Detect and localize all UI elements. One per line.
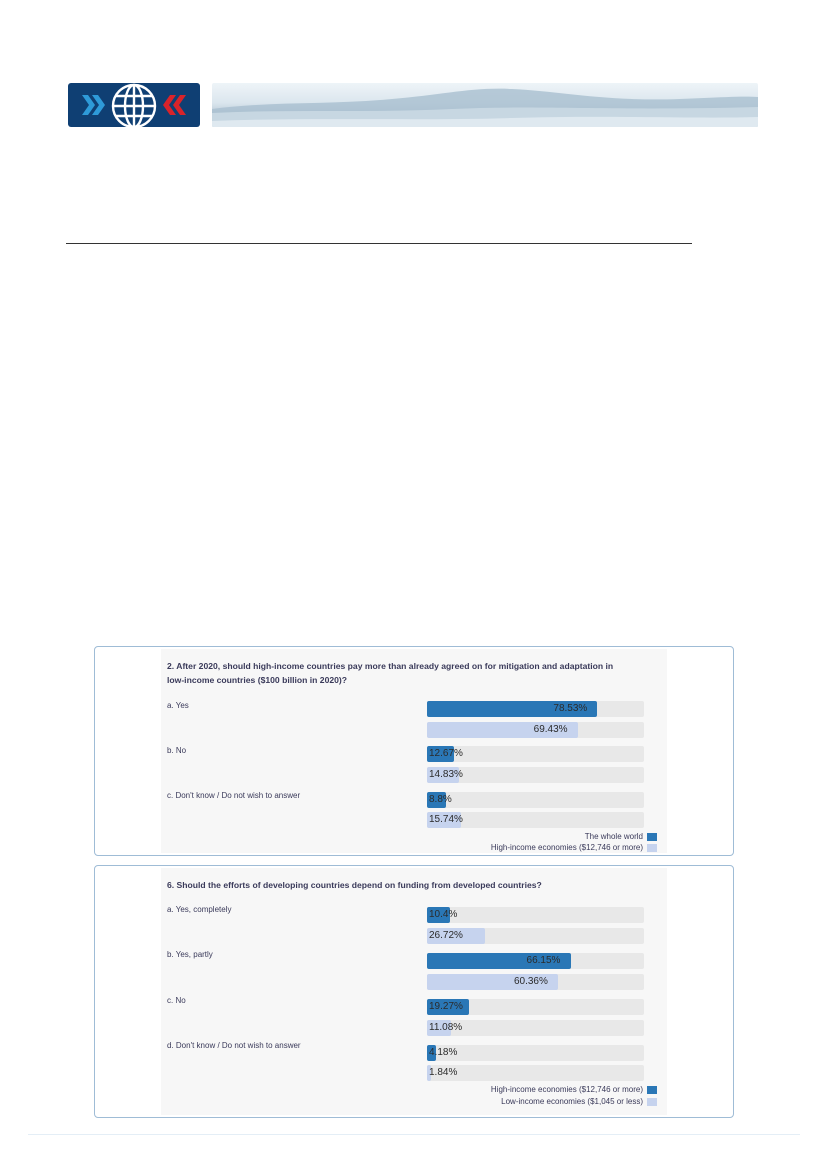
- category-label: a. Yes: [167, 701, 189, 710]
- bar-track: [427, 1045, 644, 1061]
- legend-label: Low-income economies ($1,045 or less): [501, 1097, 643, 1106]
- legend-item: [491, 843, 657, 852]
- legend-swatch: [647, 844, 657, 852]
- bar-track: [427, 1020, 644, 1036]
- bar-track: [427, 792, 644, 808]
- data-label: 60.36%: [513, 976, 548, 987]
- data-label: 14.83%: [429, 769, 463, 780]
- data-label: 4.18%: [429, 1047, 458, 1058]
- mountain-landscape-image: [212, 83, 758, 127]
- chart-area: [161, 868, 667, 1115]
- category-label: b. Yes, partly: [167, 950, 213, 959]
- data-label: 8.8%: [429, 794, 452, 805]
- data-label: 78.53%: [553, 703, 588, 714]
- bar-track: [427, 974, 644, 990]
- data-label: 66.15%: [526, 955, 561, 966]
- data-label: 1.84%: [429, 1067, 458, 1078]
- data-label: 26.72%: [429, 930, 463, 941]
- header-banner-image: [212, 83, 758, 127]
- chart-area: [161, 649, 667, 853]
- data-label: 19.27%: [429, 1001, 463, 1012]
- legend-item: [585, 832, 657, 841]
- category-label: d. Don't know / Do not wish to answer: [167, 1041, 301, 1050]
- chart-title: 2. After 2020, should high-income countries pay more than already agreed on for mitigation and adaptation in low-income countries ($100 billion in 2020)?: [167, 661, 614, 685]
- legend-label: High-income economies ($12,746 or more): [490, 1085, 643, 1094]
- category-label: c. No: [167, 996, 186, 1005]
- bar-track: [427, 722, 644, 738]
- category-label: c. Don't know / Do not wish to answer: [167, 791, 301, 800]
- legend-swatch: [647, 833, 657, 841]
- logo: [68, 83, 200, 127]
- horizontal-rule: [66, 243, 692, 244]
- bar-track: [427, 746, 644, 762]
- legend-swatch: [647, 1098, 657, 1106]
- chart-panel-question-6: [94, 865, 734, 1118]
- data-label: 69.43%: [533, 724, 568, 735]
- legend-label: High-income economies ($12,746 or more): [490, 843, 643, 852]
- data-label: 15.74%: [429, 814, 463, 825]
- data-label: 10.4%: [429, 909, 458, 920]
- bar-track: [427, 999, 644, 1015]
- bar-track: [427, 928, 644, 944]
- bar-track: [427, 907, 644, 923]
- legend-item: [491, 1085, 657, 1094]
- data-label: 11.08%: [429, 1022, 463, 1033]
- bar-track: [427, 953, 644, 969]
- legend-swatch: [647, 1086, 657, 1094]
- bar-track: [427, 767, 644, 783]
- chart-panel-question-2: [94, 646, 734, 856]
- category-label: a. Yes, completely: [167, 905, 232, 914]
- data-label: 12.67%: [429, 748, 463, 759]
- category-label: b. No: [167, 746, 187, 755]
- legend-item: [501, 1097, 657, 1106]
- bar-track: [427, 1065, 644, 1081]
- bar-track: [427, 812, 644, 828]
- globe-with-arrows-icon: [68, 83, 200, 127]
- legend-label: The whole world: [584, 832, 643, 841]
- bar-track: [427, 701, 644, 717]
- chart-title: 6. Should the efforts of developing countries depend on funding from developed countries?: [167, 880, 542, 890]
- footer-divider: [28, 1134, 800, 1135]
